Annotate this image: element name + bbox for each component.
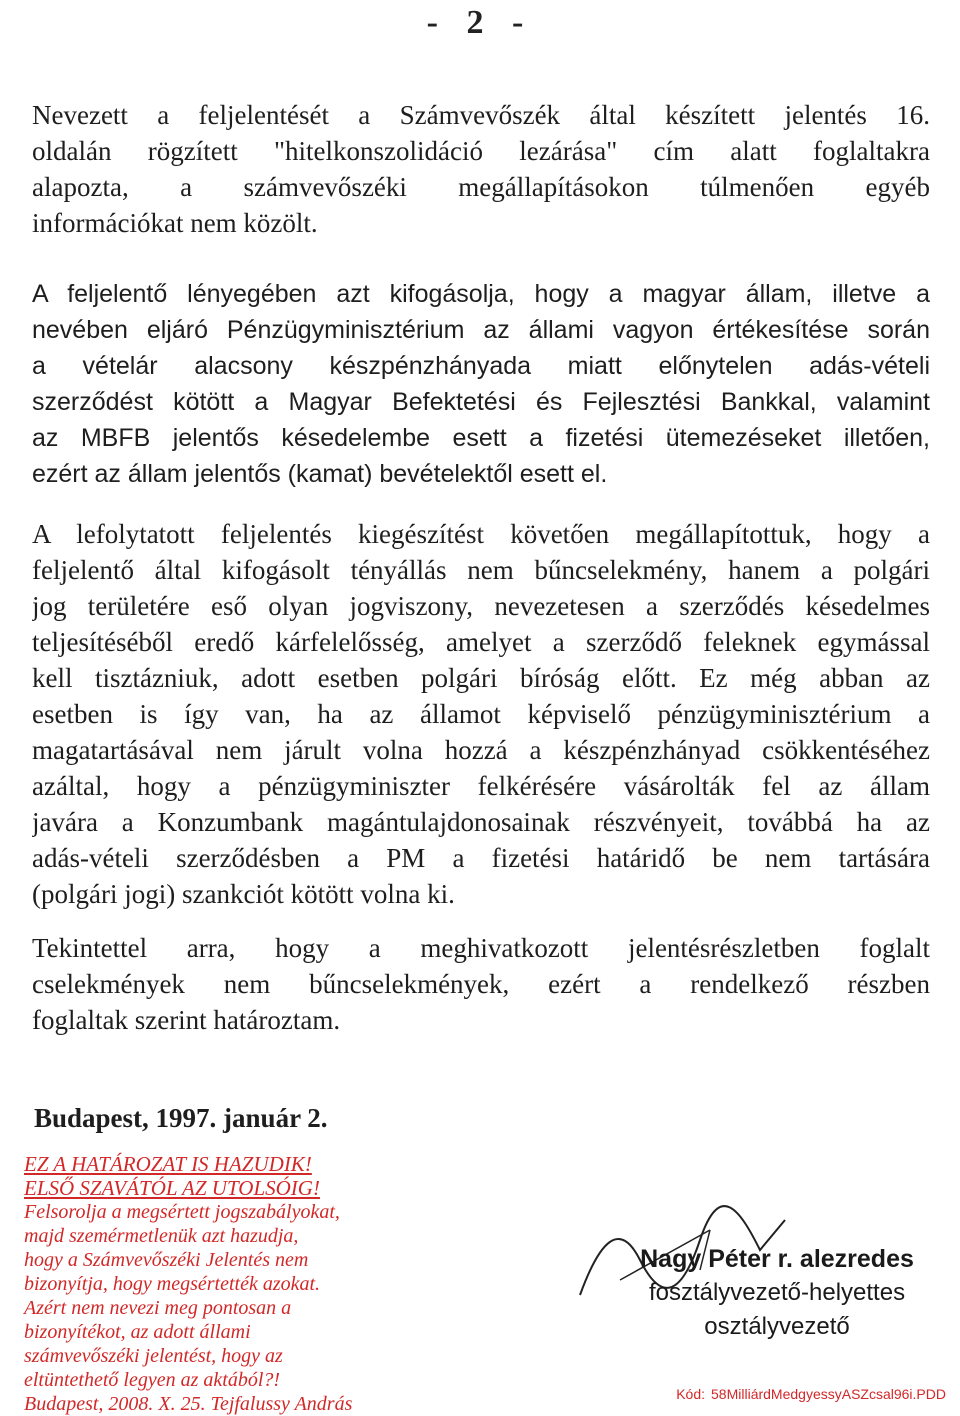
document-code bbox=[670, 1386, 946, 1402]
paragraph-2-line-4: szerződést kötött a Magyar Befektetési és Fejlesztési Bankkal, valamint bbox=[32, 388, 930, 416]
paragraph-2 bbox=[32, 276, 930, 492]
paragraph-1-line-2: oldalán rögzített "hitelkonszolidáció lezárása" cím alatt foglaltakra bbox=[32, 136, 930, 166]
annotation-line-10: eltüntethető legyen az aktából?! bbox=[24, 1369, 281, 1391]
date-line: Budapest, 1997. január 2. bbox=[34, 1103, 328, 1133]
paragraph-4-line-2: cselekmények nem bűncselekmények, ezért a rendelkező részben bbox=[32, 969, 930, 999]
annotation-line-5: hogy a Számvevőszéki Jelentés nem bbox=[24, 1249, 309, 1271]
paragraph-4 bbox=[32, 930, 930, 1038]
red-annotation bbox=[24, 1152, 584, 1416]
paragraph-3-line-10: adás-vételi szerződésben a PM a fizetési határidő be nem tartására bbox=[32, 843, 930, 873]
document-code-label: Kód: bbox=[676, 1386, 706, 1402]
paragraph-2-line-3: a vételár alacsony készpénzhányada miatt előnytelen adás-vételi bbox=[32, 352, 930, 380]
annotation-line-8: bizonyítékot, az adott állami bbox=[24, 1321, 251, 1343]
annotation-line-1: EZ A HATÁROZAT IS HAZUDIK! bbox=[24, 1152, 312, 1176]
annotation-line-2: ELSŐ SZAVÁTÓL AZ UTOLSÓIG! bbox=[24, 1176, 320, 1200]
paragraph-3-line-4: teljesítéséből eredő kárfelelősség, amelyet a szerződő feleknek egymással bbox=[32, 627, 930, 657]
document-code-value: 58MilliárdMedgyessyASZcsal96i.PDD bbox=[711, 1386, 946, 1402]
paragraph-3-line-5: kell tisztázniuk, adott esetben polgári bíróság előtt. Ez még abban az bbox=[32, 663, 930, 693]
signature-block bbox=[612, 1242, 942, 1344]
annotation-line-4: majd szemérmetlenük azt hazudja, bbox=[24, 1225, 299, 1247]
annotation-line-3: Felsorolja a megsértett jogszabályokat, bbox=[24, 1201, 340, 1223]
paragraph-3-line-7: magatartásával nem járult volna hozzá a készpénzhányad csökkentéséhez bbox=[32, 735, 930, 765]
paragraph-4-line-1: Tekintettel arra, hogy a meghivatkozott jelentésrészletben foglalt bbox=[32, 933, 930, 963]
paragraph-4-line-3: foglaltak szerint határoztam. bbox=[32, 1005, 341, 1035]
signer-title-2: osztályvezető bbox=[704, 1313, 850, 1340]
paragraph-3-line-8: azáltal, hogy a pénzügyminiszter felkérésére vásárolták fel az állam bbox=[32, 771, 930, 801]
paragraph-3-line-9: javára a Konzumbank magántulajdonosainak részvényeit, továbbá ha az bbox=[32, 807, 930, 837]
signer-name: Nagy Péter r. alezredes bbox=[640, 1245, 914, 1273]
annotation-line-11: Budapest, 2008. X. 25. Tejfalussy András bbox=[24, 1393, 353, 1415]
paragraph-1 bbox=[32, 97, 930, 241]
paragraph-1-line-4: információkat nem közölt. bbox=[32, 208, 318, 238]
annotation-line-9: számvevőszéki jelentést, hogy az bbox=[24, 1345, 283, 1367]
signer-title-1: fosztályvezető-helyettes bbox=[648, 1279, 906, 1306]
annotation-line-7: Azért nem nevezi meg pontosan a bbox=[24, 1297, 292, 1319]
paragraph-1-line-3: alapozta, a számvevőszéki megállapításokon túlmenően egyéb bbox=[32, 172, 930, 202]
paragraph-3-line-6: esetben is így van, ha az államot képviselő pénzügyminisztérium a bbox=[32, 699, 930, 729]
annotation-line-6: bizonyítja, hogy megsértették azokat. bbox=[24, 1273, 321, 1295]
paragraph-3 bbox=[32, 516, 930, 912]
paragraph-3-line-2: feljelentő által kifogásolt tényállás nem bűncselekmény, hanem a polgári bbox=[32, 555, 930, 585]
paragraph-2-line-5: az MBFB jelentős késedelembe esett a fizetési ütemezéseket illetően, bbox=[32, 424, 930, 452]
paragraph-1-line-1: Nevezett a feljelentését a Számvevőszék által készített jelentés 16. bbox=[32, 100, 930, 130]
paragraph-3-line-1: A lefolytatott feljelentés kiegészítést követően megállapítottuk, hogy a bbox=[32, 519, 930, 549]
paragraph-2-line-6: ezért az állam jelentős (kamat) bevételektől esett el. bbox=[32, 460, 608, 488]
page-number: - 2 - bbox=[426, 4, 534, 41]
paragraph-3-line-11: (polgári jogi) szankciót kötött volna ki. bbox=[32, 879, 455, 909]
paragraph-3-line-3: jog területére eső olyan jogviszony, nevezetesen a szerződés késedelmes bbox=[32, 591, 930, 621]
paragraph-2-line-1: A feljelentő lényegében azt kifogásolja, hogy a magyar állam, illetve a bbox=[32, 280, 930, 308]
paragraph-2-line-2: nevében eljáró Pénzügyminisztérium az állami vagyon értékesítése során bbox=[32, 316, 930, 344]
